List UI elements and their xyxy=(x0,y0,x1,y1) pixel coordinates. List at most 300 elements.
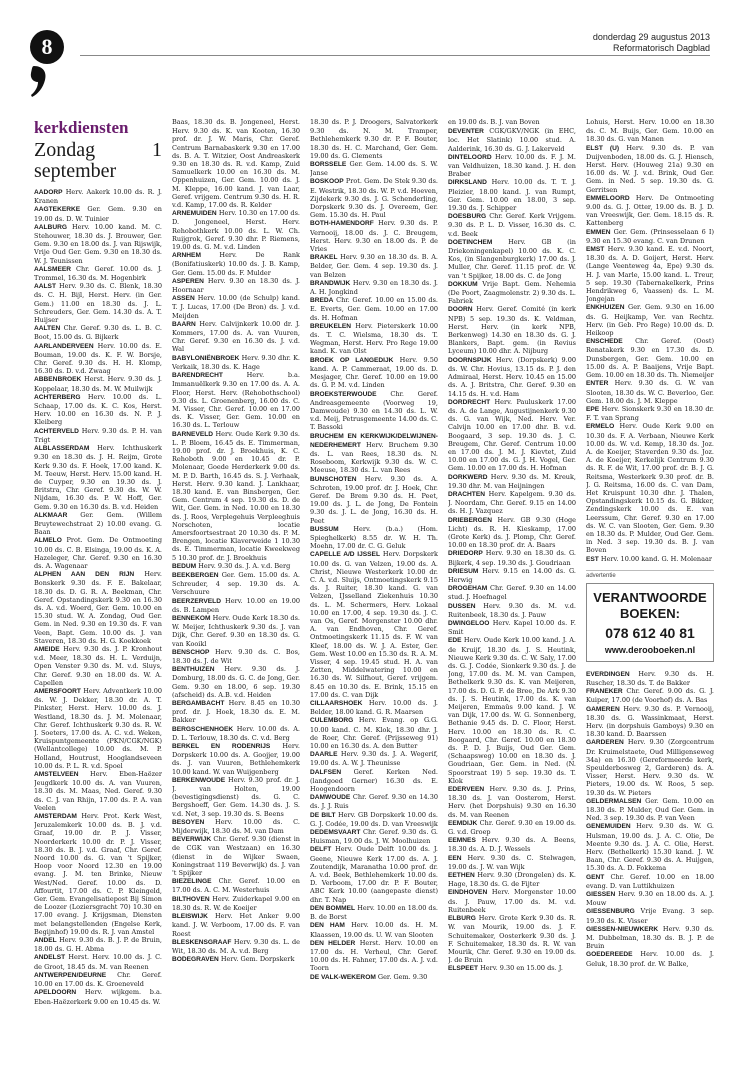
place-name: DE BILT xyxy=(310,811,336,819)
service-entry xyxy=(586,873,714,890)
service-entry xyxy=(310,716,438,750)
service-details: Vrije Evang. 3 sep. 19.30 ds. K. Visser xyxy=(586,907,714,925)
service-entry xyxy=(310,356,438,390)
service-details: CGK/GKV/NGK (in EHC, loc. Het Slatink) 10.00 stud. A. Aalderink, 16.30 ds. G. J. Lakerveld xyxy=(448,127,576,153)
service-entry xyxy=(586,337,714,379)
service-details: Herv. 10.00 ds. L. Schaap, 17.00 ds. K. C. Kos, Herst. Herv. 10.00 en 16.30 ds. N. P. J. Kleiberg xyxy=(34,392,162,427)
place-name: ALPHEN AAN DEN RIJN xyxy=(34,571,135,579)
service-details: Herv. 10.00 ds. T. T. J. Pleizier, 18.00 kand. J. van Rumpt, Ger. Gem. 10.00 en 18.00, 3 sep. 19.30 ds. J. Schipper xyxy=(448,178,576,213)
service-entry xyxy=(34,205,162,222)
service-entry xyxy=(586,950,714,967)
service-details: Herv. Het Anker 9.00 kand. J. W. Verboom, 17.00 ds. F. van Roest xyxy=(172,912,300,938)
service-entry xyxy=(34,645,162,687)
place-name: BENNEKOM xyxy=(172,614,211,622)
service-details: Herv. 9.30 ds. G. W. van Slooten, 18.30 ds. W. C. Beverloo, Ger. Gem. 18.00 ds. J. M. Kleppe xyxy=(586,379,714,405)
place-name: DAARLE xyxy=(310,751,338,759)
service-entry xyxy=(172,614,300,648)
service-details: Herv. 9.30 ds. C. Blenk, 18.30 ds. C. H. Bijl, Herst. Herv. (in Ger. Gem.) 11.00 en 18.30 ds. J. L. Schreuders, Ger. Gem. 14.30 ds. A. T. Huijser xyxy=(34,282,162,325)
place-name: EINDHOVEN xyxy=(448,889,488,897)
service-details: Herv. 9.30 dhr. K. Verkaik, 18.30 ds. K. Hage xyxy=(172,353,300,371)
service-entry xyxy=(586,422,714,554)
service-entry xyxy=(448,178,576,212)
place-name: DAMWOUDE xyxy=(310,794,351,802)
place-name: GIESSEN-NIEUWKERK xyxy=(586,925,659,933)
place-name: AMSTELVEEN xyxy=(34,771,79,779)
place-name: GIESSEN xyxy=(586,891,616,899)
place-name: DEN BOMMEL xyxy=(310,904,356,912)
service-entry xyxy=(34,375,162,392)
service-entry xyxy=(586,245,714,303)
place-name: BUSSUM xyxy=(310,525,339,533)
service-details: Herv. Oude Kerk 10.00 kand. J. A. de Kruijf, 18.30 ds. J. S. Heutink, Nieuwe Kerk 9.30 ds. C. W. Saly, 17.00 ds. G. J. Codée, Sionkerk 9.30 ds. J. de Jong, 17.00 ds. M. M. van Campen, Bethelkerk 9.30 ds. K. van Meijeren, 17.00 ds. D. G. F. de Bree, De Ark 9.30 ds. J. S. Heutink, 17.00 ds. K. van Meijeren, Emmaüs 9.00 kand. J. W. van Dijk, 17.00 ds. W. G. Sonnenberg, Bethanie 9.45 ds. D. C. Floor, Herst. Herv. 10.00 en 18.30 ds. R. C. Boogaard, Chr. Geref. 10.00 en 18.30 ds. P. D. J. Buijs, Oud Ger. Gem. (Schaapsweg) 10.00 en 18.30 ds. J. Goudriaan, Ger. Gem. in Ned. (N. Spoorstraat 19) 5 sep. 19.30 ds. T. Klok xyxy=(448,636,576,785)
service-entry xyxy=(172,430,300,562)
service-entry xyxy=(172,371,300,429)
place-name: DRIEDORP xyxy=(448,550,483,558)
service-details: Chr. Geref. 10.00 en 17.00 ds. K. Groeneveld xyxy=(34,970,162,989)
service-entry xyxy=(448,398,576,473)
service-details: Chr. Geref. 9.30 en 14.00 stud. J. Hoefnagel xyxy=(448,584,576,602)
service-entry xyxy=(172,648,300,665)
service-entry xyxy=(448,516,576,550)
place-name: BARNEVELD xyxy=(172,430,214,438)
column-body xyxy=(34,188,162,1006)
place-name: ELST (U) xyxy=(586,144,620,152)
service-details: Herv. Eben-Haëzer Jeugdkerk 10.00 ds. A. van Vuuren, 18.30 ds. M. Maas, Ned. Geref. 9.30 ds. C. J. van Rhijn, 17.00 ds. P. A. van Veelen xyxy=(34,770,162,812)
service-entry xyxy=(172,818,300,835)
place-name: BESOYEN xyxy=(172,818,205,826)
place-name: ACHTERBERG xyxy=(34,393,81,401)
service-entry xyxy=(310,939,438,973)
place-name: AADORP xyxy=(34,189,63,196)
service-details: Herv. 10.00 en 19.00 ds. B. Lampen xyxy=(172,596,300,614)
service-details: Herv. Prot. Kerk West, Jeruzalemkerk 10.00 ds. B. J. v.d. Graaf, 19.00 dr. P. J. Visser, Noorderkerk 10.00 dr. P. J. Visser, 18.30 ds. B. J. v.d. Graaf, Chr. Geref. Noord 10.00 ds. G. van 't Spijker, Hoop voor Noord 12.30 en 19.00 evang. J. M. ten Brinke, Nieuw West/Ned. Geref. 10.00 ds. D. Affourtit, 17.00 ds. C. P. Kleingeld, Ger. Gem. Evangelisatiepost Bij Simon de Loozer (Loziersgracht 70) 10.30 en 17.00 evang. J. Krijgsman, Diensten met belangstellenden (Engelse Kerk, Begijnhof) 19.00 ds. R. J. van Amstel xyxy=(34,812,162,936)
service-details: Herv. 9.30 ds. L. de Wit, 18.30 ds. M. A. v.d. Berg xyxy=(172,937,300,955)
service-details: Chr. Geref. 10.00 en 15.00 ds. E. Everts, Ger. Gem. 10.00 en 17.00 ds. H. Hofman xyxy=(310,296,438,322)
place-name: ANDEL xyxy=(34,937,57,945)
service-entry xyxy=(310,750,438,767)
column-body xyxy=(448,118,576,974)
service-entry xyxy=(172,877,300,894)
service-entry xyxy=(448,619,576,636)
column-body xyxy=(172,118,300,964)
service-details: Chr. Geref. 10.00 ds. J. Trommel, 16.30 ds. M. Hogenbirk xyxy=(34,264,162,283)
service-entry xyxy=(448,567,576,584)
service-entry xyxy=(310,525,438,551)
service-entry xyxy=(34,770,162,812)
service-details: Herv. 9.30 ds. J. Domburg, 18.00 ds. G. C. de Jong, Ger. Gem. 9.30 en 18.00, 6 sep. 19.30 (afscheid) ds. A.B. v.d. Heiden xyxy=(172,665,300,699)
service-details: Herv. 9.30 ds. P. Vernooij, 18.00 ds. J. C. Breugem, Herst. Herv. 9.30 en 18.00 ds. P. de Vries xyxy=(310,219,438,254)
service-details: Herv. Ichthuskerk 9.30 en 18.30 ds. J. H. Reijm, Grote Kerk 9.30 ds. F. Hoek, 17.00 kand. K. M. Teeuw, Herst. Herv. 15.00 kand. H. de Cuyper, 9.30 en 19.30 ds. J. Britstra, Chr. Geref. 9.30 ds. W. W. Nijdam, 16.30 ds. P. W. Hoff, Ger. Gem. 9.30 en 16.30 ds. B. v.d. Heiden xyxy=(34,444,162,511)
service-entry xyxy=(448,871,576,888)
place-name: DIRKSLAND xyxy=(448,179,487,187)
service-entry xyxy=(172,118,300,209)
service-details: Herv. Calvijnkerk 10.00 dr. J. Kommers, 17.00 ds. A. van Vuuren, Chr. Geref. 9.30 en 16.30 ds. J. v.d. Wal xyxy=(172,319,300,354)
service-details: Herv. 10.00 ds. A. D. L. Terlouw, 18.30 ds. C. v.d. Berg xyxy=(172,724,300,742)
service-entry xyxy=(310,811,438,828)
service-entry xyxy=(310,390,438,432)
service-entry xyxy=(586,555,714,564)
service-entry xyxy=(310,296,438,322)
service-details: Herv. 10.00 ds. E. Bouman, 19.00 ds. K. F. W. Borsje, Chr. Geref. 9.30 ds. H. H. Klomp, 16.30 ds. D. v.d. Zwaag xyxy=(34,341,162,376)
service-details: Chr. Geref. 9.30 ds. L. B. C. Boot, 15.00 ds. G. Bijkerk xyxy=(34,324,162,342)
service-details: Herv. 9.30 ds. C. Stelwagen, 19.00 ds. J. W. van Wijk xyxy=(448,853,576,871)
service-details: Herst. Herv. 9.30 ds. J. Koppelaar, 18.30 ds. M. W. Muilwijk xyxy=(34,375,162,393)
service-details: Herv. 9.30 en 18.30 ds. B. A. Belder, Ger. Gem. 4 sep. 19.30 ds. J. van Belzen xyxy=(310,253,438,279)
place-name: DROGEHAM xyxy=(448,585,488,593)
place-name: BODEGRAVEN xyxy=(172,956,219,964)
service-details: Ger. Gem. 15.00 ds. A. Schreuder, 4 sep. 19.30 ds. A. Verschuure xyxy=(172,570,300,597)
service-entry xyxy=(34,188,162,205)
service-details: Prot. Gem. De Stek 9.30 ds. E. Westrik, 18.30 ds. W. P. v.d. Hoeven, Zijdekerk 9.30 ds. J. G. Schenderling, Dorpskerk 9.30 ds. J. Overeem, Ger. Gem. 15.30 ds. H. Paul xyxy=(310,177,438,220)
place-name: DEVENTER xyxy=(448,128,484,136)
service-details: Herv. GB 9.30 (Hoge Licht) ds. R. H. Kieskamp, 17.00 (Grote Kerk) ds. J. Plomp, Chr. Geref. 10.00 en 18.30 prof. dr. A. Baars xyxy=(448,515,576,550)
service-entry xyxy=(310,699,438,716)
place-name: DELFT xyxy=(310,846,332,854)
service-details: Herv. 9.30 prof. dr. J. J. van Holten, 19.00 (bevestigingsdienst) ds. G. C. Bergshoeff, Ger. Gem. 14.30 ds. J. S. v.d. Net, 3 sep. 19.30 ds. S. Beens xyxy=(172,775,300,818)
service-entry xyxy=(34,511,162,537)
service-entry xyxy=(586,822,714,872)
service-entry xyxy=(448,153,576,179)
place-name: ARNEMUIDEN xyxy=(172,210,217,218)
service-entry xyxy=(34,687,162,770)
service-details: Herv. De Rank (Bonifatiuskerk) 10.00 ds. J. B. Kamp, Ger. Gem. 15.00 ds. F. Mulder xyxy=(172,251,300,277)
service-details: Herv. 9.30 en 18.00 ds. A. J. Mouw xyxy=(586,890,714,908)
service-details: Herv. 9.30 ds. J. P. Kronhout v.d. Meer, 18.30 ds. H. L. Verduijn, Open Venster 9.30 ds. M. v.d. Sluys, Chr. Geref. 9.30 en 18.00 ds. W. A. Capellen xyxy=(34,644,162,687)
place-name: AAGTEKERKE xyxy=(34,206,81,214)
service-entry xyxy=(310,432,438,475)
place-name: BLEISWIJK xyxy=(172,913,208,921)
place-name: ALMELO xyxy=(34,537,62,545)
place-name: BAARN xyxy=(172,320,196,328)
place-name: AMEIDE xyxy=(34,645,60,653)
service-entry xyxy=(310,973,438,982)
service-details: Herv. Pauluskerk 17.00 ds. A. de Lange, Augustijnenkerk 9.30 ds. G. van Wijk, Ned. Herv. Ver. Calvijn 10.00 en 17.00 dhr. B. v.d. Boogaard, 3 sep. 19.30 ds. J. C. Breugem, Chr. Geref. Centrum 10.00 en 17.00 ds. J. M. J. Kievtet, Zuid 10.00 en 17.00 ds. G. J. H. Vogel, Ger. Gem. 10.00 en 17.00 ds. H. Hofman xyxy=(448,397,576,473)
place-name: DE VALK-WEKEROM xyxy=(310,973,376,981)
place-name: CAPELLE A/D IJSSEL xyxy=(310,551,380,559)
place-name: ALKMAAR xyxy=(34,511,68,519)
service-entry xyxy=(310,177,438,219)
service-entry xyxy=(448,964,576,973)
service-details: Baas, 18.30 ds. B. Jongeneel, Herst. Herv. 9.30 ds. K. van Kooten, 16.30 prof. dr. J. W. Maris, Chr. Geref. Centrum Barnabaskerk 9.30 en 17.00 ds. B. A. T. Witzier, Oost Andreaskerk 9.30 en 18.30 ds. R. v.d. Kamp, Zuid Samuelkerk 10.00 en 16.30 ds. M. Oppenhuizen, Ger. Gem. 10.00 ds. J. M. Kleppe, 16.00 kand. J. van Laar, Geref. vrijgem. Centrum 9.30 ds. H. R. v.d. Kamp, 17.00 ds. R. Kelder xyxy=(172,118,300,210)
place-name: ALBLASSERDAM xyxy=(34,445,90,453)
service-details: Herv. 10.00 ds. J. Belder, 18.00 kand. G. R. Maarsen xyxy=(310,699,438,717)
place-name: EEN xyxy=(448,854,462,862)
place-name: DEN HELDER xyxy=(310,939,356,947)
advertisement-label: advertentie xyxy=(586,570,714,579)
service-details: Herv. 9.50 kand. A. P. Cammeraat, 19.00 ds. D. Mesjager, Chr. Geref. 10.00 en 19.00 ds. G. P. M. v.d. Linden xyxy=(310,355,438,390)
place-name: EMST xyxy=(586,246,605,254)
advertisement[interactable] xyxy=(586,583,714,662)
place-name: BRUCHEM EN KERKWIJK/DELWIJNEN-NEDERHEMERT xyxy=(310,432,438,449)
place-name: BERGSCHENHOEK xyxy=(172,725,234,733)
place-name: DRIEBERGEN xyxy=(448,516,492,524)
place-name: DOESBURG xyxy=(448,213,487,221)
place-name: DRIESUM xyxy=(448,567,479,575)
place-name: DRACHTEN xyxy=(448,490,485,498)
column-5 xyxy=(586,118,714,1056)
place-name: AMERSFOORT xyxy=(34,687,81,695)
service-details: Herv. 10.30 en 17.00 ds. D. Jongeneel, Herst. Herv. Rehobothkerk 10.00 ds. L. W. Ch. Ruijgrok, Geref. 9.30 dhr. P. Riemens, 19.00 ds. G. M. v.d. Linden xyxy=(172,209,300,252)
column-body-bottom xyxy=(586,670,714,968)
service-entry xyxy=(172,835,300,877)
place-name: GIESSENBURG xyxy=(586,908,635,916)
service-details: Herv. (b.a.) (Hom. Spieghelkerk) 8.55 dr. W. H. Th. Moehn, 17.00 dr. C. G. Geluk xyxy=(310,524,438,551)
comma-logo xyxy=(30,64,48,98)
service-entry xyxy=(172,277,300,294)
place-name: AMSTERDAM xyxy=(34,813,77,821)
service-entry xyxy=(448,490,576,516)
service-details: Herv. Oude Kerk 9.30 ds. L. P. Bloem, 16.45 ds. E. Timmerman, 19.00 prof. dr. J. Broekhuis, K. C. Rehoboth 9.00 en 10.45 dr. P. Molenaar, Goede Herderkerk 9.00 ds. M. P. D. Barth, 16.45 ds. S. J. Verhaak, Herst. Herv. 9.30 kand. J. Lankhaar, 18.30 kand. E. van Binsbergen, Ger. Gem. Centrum 4 sep. 19.30 ds. D. de Wit, Ger. Gem. in Ned. 10.00 en 18.30 ds. J. Roos, Verplegehuis Verpleeghuis Norschoten, locatie Amersfoortsestraat 20 10.30 ds. P. M. Brengen, locatie Klaverweide 1 10.30 ds. E. Timmerman, locatie Kweekweg 5 10.30 prof. dr. J. Broekhuis xyxy=(172,429,300,562)
service-details: Herv. 9.30 ds. M. Dubbelman, 18.30 ds. B. J. P. de Bruin xyxy=(586,924,714,951)
column-2 xyxy=(172,118,300,1056)
service-entry xyxy=(172,294,300,320)
service-details: Herv. Oude Kerk 9.00 en 10.30 ds. F. A. Verbaan, Nieuwe Kerk 10.00 ds. W. v.d. Kemp, 18.30 ds. Joz. A. de Koeijer, Staverden 9.30 ds. Joz. A. de Koeijer, Kerkelijk Centrum 9.30 ds. R. F. de Wit, 17.00 prof. dr. B. J. G. Reitsma, Westerkerk 9.30 prof. dr. B. J. G. Reitsma, 16.00 ds. C. van Dam, Het Kruispunt 10.30 dhr. J. Thalen, Opstandingskerk 10.15 ds. G. Bikker, Zendingskerk 10.00 ds. E. van Leerssum, Chr. Geref. 9.30 en 17.00 ds. W. C. van Slooten, Ger. Gem. 9.30 en 18.30 ds. P. Mulder, Oud Ger. Gem. in Ned. 3 sep. 19.30 ds. B. J. van Boven xyxy=(586,422,714,555)
place-name: EETHEN xyxy=(448,872,475,880)
service-details: Herv. 9.30 ds. P. H. van Trigt xyxy=(34,426,162,444)
service-entry xyxy=(34,393,162,427)
service-entry xyxy=(448,305,576,355)
place-name: GARDEREN xyxy=(586,739,624,747)
place-name: BUNSCHOTEN xyxy=(310,475,357,483)
service-details: Herv. Gem. Dorpskerk xyxy=(220,955,295,964)
service-entry xyxy=(586,925,714,951)
service-entry xyxy=(448,549,576,566)
place-name: BRAKEL xyxy=(310,254,338,262)
header-rule xyxy=(80,55,710,56)
service-entry xyxy=(172,562,300,571)
service-entry xyxy=(448,356,576,398)
place-name: EDERVEEN xyxy=(448,786,485,794)
service-entry xyxy=(448,854,576,871)
service-details: Ger. Gem. 10.00 en 18.30 ds. P. Mulder, Oud Ger. Gem. in Ned. 3 sep. 19.30 ds. P. van Veen xyxy=(586,796,714,823)
service-entry xyxy=(34,971,162,988)
service-entry xyxy=(586,405,714,422)
service-entry xyxy=(34,324,162,341)
service-details: Chr. Geref. Kerk Vrijgem. 9.30 ds. P. L. D. Visser, 16.30 ds. C. v.d. Beek xyxy=(448,212,576,238)
place-name: DEDEMSVAART xyxy=(310,829,361,837)
service-details: Herv. Dorpskerk 10.00 ds. A. Goojjer, 19.00 ds. J. van Vuuren, Bethlehemkerk 10.00 kand. W. van Wuijgenberg xyxy=(172,742,300,776)
service-entry xyxy=(586,228,714,245)
place-name: BOSKOOP xyxy=(310,178,344,186)
service-details: Herv. Pieterskerk 10.00 ds. T. C. Wielsma, 18.30 ds. T. Wegman, Herst. Herv. Pro Rege 19.00 kand. K. van Olst xyxy=(310,321,438,356)
service-details: Ger. Gem. 9.30 xyxy=(377,972,428,981)
place-name: DOETINCHEM xyxy=(448,238,493,246)
service-details: Herv. Grote Kerk 9.30 ds. R. W. van Mourik, 19.00 ds. J. F. Schuitemaker, Oosterkerk 9.30 ds. J. F. Schuitemaker, 18.30 ds. R. W. van Mourik, Chr. Geref. 9.30 en 19.00 ds. J. de Bruin xyxy=(448,914,576,965)
service-entry xyxy=(34,282,162,324)
place-name: EMMEN xyxy=(586,228,611,236)
service-details: Herst. Herv. 10.00 ds. J. C. de Groot, 18.45 ds. M. van Reenen xyxy=(34,953,162,971)
place-name: BREUKELEN xyxy=(310,322,352,330)
service-entry xyxy=(172,597,300,614)
place-name: DINTELOORD xyxy=(448,153,492,161)
service-entry xyxy=(586,670,714,687)
service-details: Herv. Morgenster 10.00 ds. J. Pauw, 17.00 ds. M. v.d. Ruitenbeek xyxy=(448,888,576,914)
place-name: GENT xyxy=(586,873,605,881)
service-entry xyxy=(34,570,162,645)
header-meta xyxy=(593,32,710,54)
service-entry xyxy=(448,602,576,619)
service-details: Herv. Oude Kerk 18.30 ds. W. Meijer, Ichthuskerk 9.30 ds. J. van Dijk, Chr. Geref. 9.30 en 18.30 ds. G. van Kooikl xyxy=(172,613,300,648)
service-entry xyxy=(34,444,162,511)
service-details: Ger. Gem. 9.30 en 19.00 ds. D. W. Tuinier xyxy=(34,205,162,223)
service-entry xyxy=(586,687,714,704)
advertisement-url[interactable]: www.derooboeken.nl xyxy=(604,644,696,655)
service-details: Ger. Gem. (Prinsesselaan 6 I) 9.30 en 15.30 evang. C. van Drunen xyxy=(586,227,714,245)
service-entry xyxy=(310,550,438,699)
place-name: DORKWERD xyxy=(448,473,488,481)
service-entry xyxy=(34,536,162,570)
place-name: ENSCHEDE xyxy=(586,338,623,346)
service-entry xyxy=(310,118,438,160)
place-name: BORSSELE xyxy=(310,161,347,169)
service-entry xyxy=(310,768,438,794)
service-details: Herv. 9.30 (Drongelen) ds. K. Hage, 18.30 ds. G. de Fijter xyxy=(448,871,576,889)
service-entry xyxy=(448,238,576,280)
service-details: Herv. 10.00 (de Schulp) kand. T. J. Lucas, 17.00 (De Bron) ds. J. v.d. Meijden xyxy=(172,294,300,320)
place-name: AALSMEER xyxy=(34,265,71,273)
service-entry xyxy=(586,797,714,823)
place-name: BREDA xyxy=(310,297,334,305)
place-name: CULEMBORG xyxy=(310,717,354,725)
service-details: Herv. b.a. Immanuëlkerk 9.30 en 17.00 ds. A. A. Floor, Herst. Herv. (Rehobothschool) 9.30 ds. L. Groenenberg, 16.00 ds. C. M. Visser, Chr. Geref. 10.00 en 17.00 ds. K. Visser, Ger. Gem. 10.00 en 16.30 ds. L. Terlouw xyxy=(172,371,300,430)
service-entry xyxy=(448,584,576,601)
section-subtitle: Zondag 1 september xyxy=(34,139,162,182)
service-details: Herv. Evang. op G.G. 10.00 kand. C. M. Klok, 18.30 dhr. J. de Roer, Chr. Geref. (Prijsseweg 91) 10.00 en 16.30 ds. A. den Butter xyxy=(310,716,438,751)
service-details: Herv. 9.30 ds. J. A. v.d. Berg xyxy=(198,561,291,570)
service-entry xyxy=(586,379,714,405)
place-name: BLESKENSGRAAF xyxy=(172,938,232,946)
service-entry xyxy=(586,118,714,144)
service-details: Herv. 9.30 ds. J. A. Wegerif, 19.00 ds. A. W. J. Theunisse xyxy=(310,750,438,768)
place-name: AALTEN xyxy=(34,325,61,333)
service-entry xyxy=(172,938,300,955)
column-1 xyxy=(34,118,162,1056)
service-entry xyxy=(310,793,438,810)
place-name: ABBENBROEK xyxy=(34,376,82,384)
place-name: EPE xyxy=(586,405,600,413)
service-entry xyxy=(172,955,300,964)
service-entry xyxy=(586,738,714,796)
place-name: APELDOORN xyxy=(34,989,77,997)
place-name: ASSEN xyxy=(172,295,195,303)
service-entry xyxy=(310,904,438,921)
service-details: Herv. Oude Delft 10.00 ds. J. Geene, Nieuwe Kerk 17.00 ds. A. J. Zoutendijk, Maranatha 10.00 prof. dr. A. v.d. Beek, Bethlehemkerk 10.00 ds. D. Verboom, 17.00 dr. P. F. Bouter, ABC Kerk 10.00 (aangepaste dienst) dhr. T. Nap xyxy=(310,845,438,904)
listing-columns xyxy=(34,118,714,1056)
service-details: Chr. Geref. Andreasgemeente (Voorweg 19, Damwoude) 9.30 en 14.30 ds. L. W. v.d. Meij, Petrusgemeente 14.00 ds. C. T. Bassoki xyxy=(310,389,438,432)
service-entry xyxy=(34,427,162,444)
service-entry xyxy=(448,888,576,914)
service-entry xyxy=(172,320,300,354)
service-entry xyxy=(172,776,300,818)
service-details: Herv. 9.30 ds. J. Prins, 18.30 ds. J. van Oosterom, Herst. Herv. (het Dorpshuis) 9.30 en 16.30 ds. M. van Reenen xyxy=(448,785,576,819)
place-name: ENTER xyxy=(586,380,609,388)
place-name: ELSPEET xyxy=(448,965,479,973)
service-entry xyxy=(448,280,576,306)
place-name: BABYLONIËNBROEK xyxy=(172,354,240,362)
service-entry xyxy=(172,571,300,597)
service-details: Herv. Bonskerk 9.30 ds. F. E. Bakelaar, 18.30 ds. D. G. R. A. Beekman, Chr. Geref. Opstandingskerk 9.30 en 16.30 ds. A. v.d. Woerd, Ger. Gem. 10.00 en 15.30 stud. W. A. Zondag, Oud Ger. Gem. in Ned. 9.30 en 19.30 ds. F. van Veen, Bapt. Gem. 10.00 ds. J. van Staveren, 18.30 ds. H. G. Koekkoek xyxy=(34,570,162,645)
service-entry xyxy=(34,223,162,265)
service-details: Herv. GB Dorpskerk 10.00 ds. G. J. Codée, 19.00 ds. D. van Vreeswijk xyxy=(310,810,438,828)
service-entry xyxy=(310,845,438,903)
service-entry xyxy=(310,475,438,525)
place-name: EVERDINGEN xyxy=(586,670,630,678)
place-name: BRANDWIJK xyxy=(310,279,351,287)
service-entry xyxy=(172,354,300,371)
place-name: BROEKSTERWOUDE xyxy=(310,390,377,398)
place-name: EST xyxy=(586,555,599,563)
service-details: en 19.00 ds. B. J. van Boven xyxy=(448,118,540,126)
service-entry xyxy=(172,209,300,251)
place-name: DOKKUM xyxy=(448,280,478,288)
service-details: Chr. Geref. (Oost) Renatakerk 9.30 en 17.30 ds. D. Dunsbergen, Ger. Gem. 10.00 en 15.00 ds. A. P. Baaijens, Vrije Bapt. Gem. 10.00 en 18.30 ds. Th. Niemeijer xyxy=(586,337,714,380)
place-name: ANTWERPEN/DEURNE xyxy=(34,971,107,979)
service-details: Herv. 10.00 ds. H. M. Klaassen, 19.00 ds. U. W. van Slooten xyxy=(310,921,438,939)
service-details: Herv. Sionskerk 9.30 en 18.30 dr. F. T. van Sprang xyxy=(586,404,714,423)
place-name: BEDUM xyxy=(172,562,197,570)
service-details: Herv. 9.30 en 18.30 ds. G. Bijkerk, 4 sep. 19.30 ds. J. Goudriaan xyxy=(448,549,576,567)
service-details: Herv. Adventkerk 10.00 ds. W. J. Dekker, 18.30 dr. A. T. Pinkster, Herst. Herv. 10.00 ds. J. Westland, 18.30 ds. J. M. Molenaar, Chr. Geref. Ichthuskerk 9.30 ds. R. W. J. Soeters, 17.00 ds. A. C. v.d. Weken, Kruispuntgemeente (PKN/CGK/NGK) (Wellantcollege) 10.00 ds. M. P. Holland, Houtrust, Hooglandseveen 10.00 ds. P. L. R. v.d. Spoel xyxy=(34,686,162,770)
service-entry xyxy=(34,812,162,936)
service-entry xyxy=(34,953,162,970)
place-name: EMMELOORD xyxy=(586,194,630,202)
service-entry xyxy=(448,819,576,836)
place-name: GELDERMALSEN xyxy=(586,797,642,805)
service-entry xyxy=(448,636,576,785)
service-details: Vrije Bapt. Gem. Nehemia (De Poort, Zaagmolenstr. 2) 9.30 ds. L. Fabriek xyxy=(448,279,576,306)
place-name: ENKHUIZEN xyxy=(586,304,625,312)
place-name: BEERZERVELD xyxy=(172,597,221,605)
place-name: CILLAARSHOEK xyxy=(310,700,363,708)
service-details: 18.30 ds. P. J. Droogers, Salvatorkerk 9.30 ds. N. M. Tramper, Bethlehemkerk 9.30 dr. P. F. Bouter, 18.30 ds. H. C. Marchand, Ger. Gem. 19.00 ds. G. Clements xyxy=(310,118,438,160)
service-details: Chr. Geref. 9.30 en 14.30 ds. J. J. Ruis xyxy=(310,793,438,811)
service-details: Herv. 8.45 en 10.30 prof. dr. J. Hoek, 18.30 ds. E. M. Bakker xyxy=(172,699,300,725)
service-entry xyxy=(448,836,576,853)
service-details: Herv. Kapel 10.00 ds. F. Smit xyxy=(448,618,576,637)
column-3 xyxy=(310,118,438,1056)
place-name: BEEKBERGEN xyxy=(172,571,219,579)
service-details: Herv. 9.30 ds. P. van Duijvenboden, 18.00 ds. G. J. Hiensch, Herst. Herv. (Houweg 21a) 9.30 en 16.00 ds. W. J. v.d. Brink, Oud Ger. Gem. in Ned. 5 sep. 19.30 ds. G. Gerritsen xyxy=(586,143,714,194)
service-details: Lohuis, Herst. Herv. 10.00 en 18.30 ds. C. M. Buijs, Ger. Gem. 10.00 en 18.30 ds. G. van Manen xyxy=(586,118,714,144)
place-name: DOORNSPIJK xyxy=(448,356,492,364)
service-entry xyxy=(34,342,162,376)
service-entry xyxy=(34,988,162,1005)
service-details: Herv. (Dorpskerk) 9.00 ds. W. Chr. Hovius, 13.15 ds. P. J. den Admiraal, Herst. Herv. 10.45 en 15.00 ds. A. J. Britstra, Chr. Geref. 9.30 en 14.15 ds. H. v.d. Ham xyxy=(448,355,576,398)
place-name: BERGAMBACHT xyxy=(172,700,225,708)
place-name: BERKEL EN RODENRIJS xyxy=(172,743,271,751)
service-details: Herv. 10.00 ds. F. J. M. van Veldhuizen, 18.30 kand. J. H. den Braber xyxy=(448,152,576,179)
service-entry xyxy=(172,725,300,742)
service-details: Geref. Kerken Ned. (landgoed Gerner) 16.30 ds. E. Hoogendoorn xyxy=(310,767,438,794)
place-name: BIEZELINGE xyxy=(172,878,212,886)
service-details: Herv. 9.15 en 14.00 ds. G. Herwig xyxy=(448,566,576,584)
place-name: AALST xyxy=(34,283,56,291)
service-details: Herv. Zuiderkapel 9.00 en 18.30 ds. R. W. de Koeijer xyxy=(172,894,300,912)
service-entry xyxy=(172,895,300,912)
service-details: Herv. 9.30 ds. W. G. Hulsman, 19.00 ds. J. A. C. Olie, De Meente 9.30 ds. J. A. C. Olie, Herst. Herv. (Bethelkerk) 15.30 kand. J. W. Baan, Chr. Geref. 9.30 ds. A. Huijgen, 15.30 ds. A. D. Fokkema xyxy=(586,822,714,873)
place-name: BERKENWOUDE xyxy=(172,776,226,784)
service-entry xyxy=(34,265,162,282)
page-number-badge: 8 xyxy=(30,30,64,64)
service-entry xyxy=(586,907,714,924)
service-details: Herv. 9.30 en 15.00 ds. J. xyxy=(480,964,563,973)
service-details: Herv. 9.30 ds. H. Ruscher, 18.30 ds. T. de Bakker xyxy=(586,669,714,687)
service-details: Herv. 9.30 en 18.30 ds. J. Hoornaar xyxy=(172,276,300,295)
service-entry xyxy=(448,473,576,490)
service-details: Chr. Geref. 10.00 en 18.00 evang. D. van Luttikhuizen xyxy=(586,872,714,890)
service-entry xyxy=(310,219,438,253)
service-entry xyxy=(172,912,300,938)
